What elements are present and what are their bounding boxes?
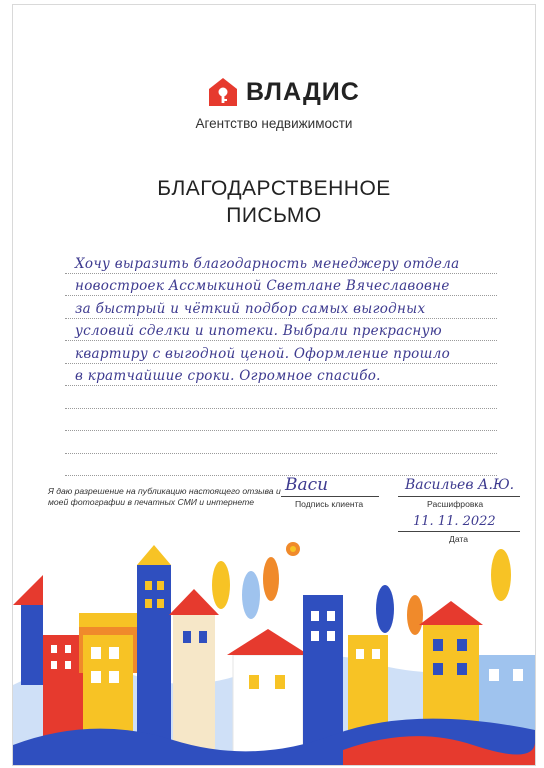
roof [227, 629, 309, 655]
signature-label: Подпись клиента [295, 499, 364, 509]
document-title [13, 175, 535, 229]
window [327, 611, 335, 621]
house-key-icon [208, 77, 238, 107]
date-handwriting: 11. 11. 2022 [413, 514, 496, 529]
awning [79, 613, 137, 627]
window [311, 611, 319, 621]
client-signature: Васи [285, 475, 329, 495]
tree [263, 557, 279, 601]
text-line [65, 386, 497, 409]
text-line [65, 319, 497, 342]
brand-subtitle: Агентство недвижимости [195, 116, 353, 131]
window [145, 581, 152, 590]
letter-sheet [12, 4, 536, 766]
date-label: Дата [449, 534, 469, 544]
building [21, 605, 43, 685]
brand-logo [208, 77, 360, 107]
tree [491, 549, 511, 601]
handwritten-text: квартиру с выгодной ценой. Оформление прошло [75, 345, 451, 362]
window [91, 671, 101, 683]
roof [169, 589, 219, 615]
text-line [65, 409, 497, 432]
handwritten-text: новостроек Ассмыкиной Светлане Вячеславовне [75, 278, 450, 294]
window [433, 663, 443, 675]
window [157, 581, 164, 590]
brand-name: ВЛАДИС [246, 77, 360, 106]
handwritten-text: в кратчайшие сроки. Огромное спасибо. [75, 368, 381, 384]
city-illustration [13, 535, 535, 765]
decode-handwriting: Васильев А.Ю. [405, 477, 515, 493]
window [372, 649, 380, 659]
window [457, 663, 467, 675]
publication-consent: Я даю разрешение на публикацию настоящего отзыва и моей фотографии в печатных СМИ и интернете [48, 486, 281, 507]
handwritten-text: за быстрый и чёткий подбор самых выгодных [75, 300, 426, 317]
window [457, 639, 467, 651]
text-line [65, 454, 497, 477]
window [51, 661, 57, 669]
text-line [65, 364, 497, 387]
window [311, 631, 319, 641]
window [65, 661, 71, 669]
handwritten-body [65, 251, 497, 476]
window [356, 649, 364, 659]
date-line [398, 531, 520, 532]
text-line [65, 296, 497, 319]
window [157, 599, 164, 608]
signature-line [281, 496, 379, 497]
window [433, 639, 443, 651]
tree [212, 561, 230, 609]
window [109, 671, 119, 683]
window [513, 669, 523, 681]
roof [13, 575, 43, 605]
handwritten-text: Хочу выразить благодарность менеджеру отдела [75, 255, 460, 272]
text-line [65, 274, 497, 297]
roof [137, 545, 171, 565]
decode-line [398, 496, 520, 497]
window [145, 599, 152, 608]
text-line [65, 251, 497, 274]
window [109, 647, 119, 659]
text-line [65, 431, 497, 454]
window [91, 647, 101, 659]
window [275, 675, 285, 689]
window [327, 631, 335, 641]
window [199, 631, 207, 643]
tree [376, 585, 394, 633]
title-line-1: БЛАГОДАРСТВЕННОЕ [157, 177, 391, 200]
window [249, 675, 259, 689]
decode-label: Расшифровка [427, 499, 484, 509]
window [183, 631, 191, 643]
tree [242, 571, 260, 619]
handwritten-text: условий сделки и ипотеки. Выбрали прекрасную [75, 323, 442, 339]
title-line-2: ПИСЬМО [226, 204, 322, 227]
window [489, 669, 499, 681]
sun-core [290, 546, 296, 552]
tree [407, 595, 423, 635]
text-line [65, 341, 497, 364]
roof [419, 601, 483, 625]
window [51, 645, 57, 653]
window [65, 645, 71, 653]
